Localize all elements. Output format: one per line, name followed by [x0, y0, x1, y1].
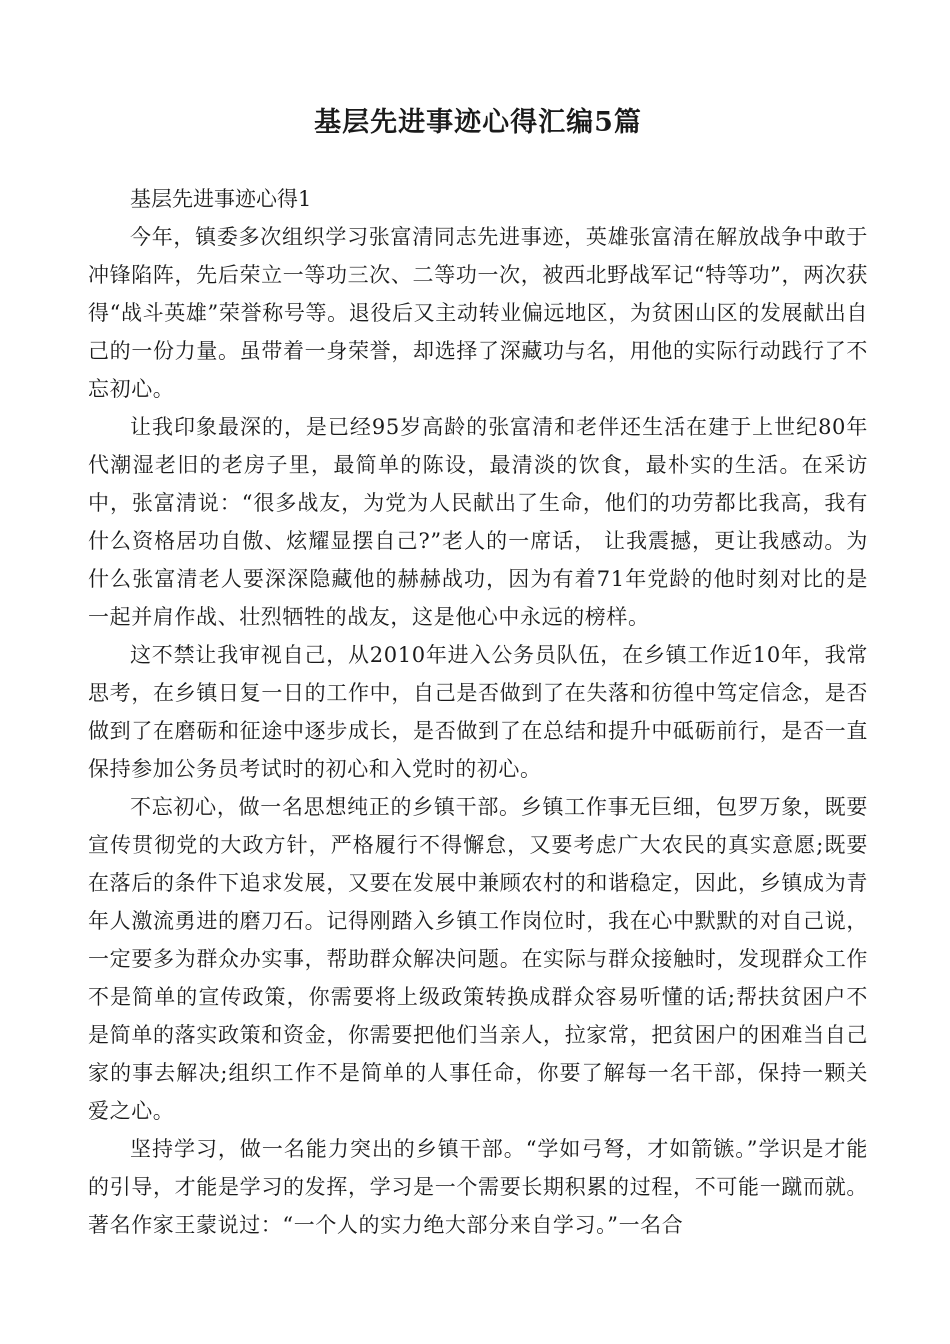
- paragraph: 坚持学习，做一名能力突出的乡镇干部。“学如弓弩，才如箭镞。”学识是才能的引导，才能是学习的发挥，学习是一个需要长期积累的过程，不可能一蹴而就。著名作家王蒙说过：“一个人的实力绝大部分来自学习。”一名合: [88, 1137, 868, 1237]
- paragraph: 不忘初心，做一名思想纯正的乡镇干部。乡镇工作事无巨细，包罗万象，既要宣传贯彻党的大政方针，严格履行不得懈怠，又要考虑广大农民的真实意愿;既要在落后的条件下追求发展，又要在发展中兼顾农村的和谐稳定，因此，乡镇成为青年人激流勇进的磨刀石。记得刚踏入乡镇工作岗位时，我在心中默默的对自己说，一定要多为群众办实事，帮助群众解决问题。在实际与群众接触时，发现群众工作不是简单的宣传政策，你需要将上级政策转换成群众容易听懂的话;帮扶贫困户不是简单的落实政策和资金，你需要把他们当亲人，拉家常，把贫困户的困难当自己家的事去解决;组织工作不是简单的人事任命，你要了解每一名干部，保持一颗关爱之心。: [88, 795, 868, 1123]
- document-body: [88, 180, 868, 1244]
- document-title: 基层先进事迹心得汇编5篇: [314, 107, 642, 138]
- section-heading: 基层先进事迹心得1: [130, 187, 312, 211]
- paragraph: 让我印象最深的，是已经95岁高龄的张富清和老伴还生活在建于上世纪80年代潮湿老旧的老房子里，最简单的陈设，最清淡的饮食，最朴实的生活。在采访中，张富清说：“很多战友，为党为人民献出了生命，他们的功劳都比我高，我有什么资格居功自傲、炫耀显摆自己?”老人的一席话， 让我震撼，更让我感动。为什么张富清老人要深深隐藏他的赫赫战功，因为有着71年党龄的他时刻对比的是一起并肩作战、壮烈牺牲的战友，这是他心中永远的榜样。: [88, 415, 868, 629]
- paragraph: 这不禁让我审视自己，从2010年进入公务员队伍，在乡镇工作近10年，我常思考，在乡镇日复一日的工作中，自己是否做到了在失落和彷徨中笃定信念，是否做到了在磨砺和征途中逐步成长，是否做到了在总结和提升中砥砺前行，是否一直保持参加公务员考试时的初心和入党时的初心。: [88, 643, 868, 781]
- paragraph: 今年，镇委多次组织学习张富清同志先进事迹，英雄张富清在解放战争中敢于冲锋陷阵，先后荣立一等功三次、二等功一次，被西北野战军记“特等功”，两次获得“战斗英雄”荣誉称号等。退役后又主动转业偏远地区，为贫困山区的发展献出自己的一份力量。虽带着一身荣誉，却选择了深藏功与名，用他的实际行动践行了不忘初心。: [88, 225, 868, 401]
